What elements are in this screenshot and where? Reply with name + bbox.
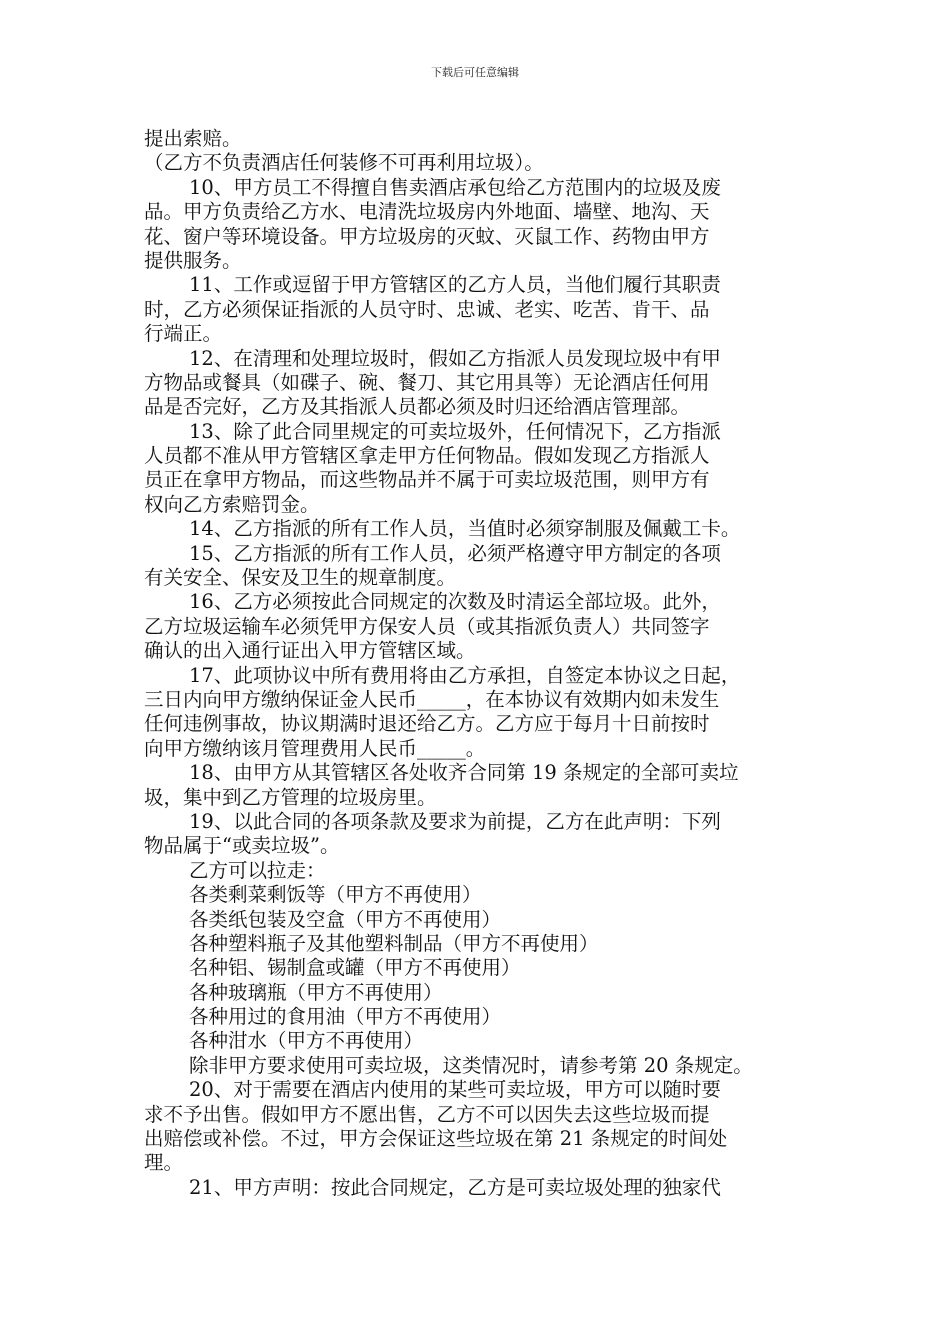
text-line: 20、对于需要在酒店内使用的某些可卖垃圾，甲方可以随时要	[189, 1078, 721, 1102]
text-line: 18、由甲方从其管辖区各处收齐合同第 19 条规定的全部可卖垃	[189, 761, 739, 785]
text-line: 除非甲方要求使用可卖垃圾，这类情况时，请参考第 20 条规定。	[189, 1053, 753, 1077]
text-line: 19、以此合同的各项条款及要求为前提，乙方在此声明：下列	[189, 809, 721, 833]
text-line: 12、在清理和处理垃圾时，假如乙方指派人员发现垃圾中有甲	[189, 346, 721, 370]
text-line: 行端正。	[144, 322, 223, 346]
text-line: 员正在拿甲方物品，而这些物品并不属于可卖垃圾范围，则甲方有	[144, 468, 710, 492]
text-line: 16、乙方必须按此合同规定的次数及时清运全部垃圾。此外，	[189, 590, 721, 614]
page-header: 下载后可任意编辑	[431, 66, 519, 79]
text-line: 权向乙方索赔罚金。	[144, 492, 320, 516]
text-line: 确认的出入通行证出入甲方管辖区域。	[144, 639, 476, 663]
text-line: 提出索赔。	[144, 127, 242, 150]
text-line: 三日内向甲方缴纳保证金人民币_____，在本协议有效期内如未发生	[144, 687, 720, 711]
text-line: 任何违例事故，协议期满时退还给乙方。乙方应于每月十日前按时	[144, 712, 710, 736]
text-line: 17、此项协议中所有费用将由乙方承担，自签定本协议之日起，	[189, 663, 741, 687]
text-line: 10、甲方员工不得擅自售卖酒店承包给乙方范围内的垃圾及废	[189, 175, 721, 199]
text-line: 圾，集中到乙方管理的垃圾房里。	[144, 785, 437, 809]
text-line: 人员都不准从甲方管辖区拿走甲方任何物品。假如发现乙方指派人	[144, 444, 710, 468]
text-line: 名种铝、锡制盒或罐（甲方不再使用）	[189, 956, 521, 980]
text-line: 14、乙方指派的所有工作人员，当值时必须穿制服及佩戴工卡。	[189, 517, 741, 541]
text-line: 乙方可以拉走：	[189, 858, 326, 882]
text-line: 各类剩菜剩饭等（甲方不再使用）	[189, 883, 482, 907]
text-line: 各种用过的食用油（甲方不再使用）	[189, 1005, 502, 1029]
text-line: 时，乙方必须保证指派的人员守时、忠诚、老实、吃苦、肯干、品	[144, 297, 710, 321]
text-line: 出赔偿或补偿。不过，甲方会保证这些垃圾在第 21 条规定的时间处	[144, 1127, 728, 1151]
text-line: 提供服务。	[144, 248, 242, 272]
text-line: 品。甲方负责给乙方水、电清洗垃圾房内外地面、墙壁、地沟、天	[144, 200, 710, 224]
text-line: 物品属于“或卖垃圾”。	[144, 834, 340, 858]
text-line: 13、除了此合同里规定的可卖垃圾外，任何情况下，乙方指派	[189, 419, 721, 443]
text-line: 各种泔水（甲方不再使用）	[189, 1029, 424, 1053]
text-line: 有关安全、保安及卫生的规章制度。	[144, 566, 457, 590]
text-line: 方物品或餐具（如碟子、碗、餐刀、其它用具等）无论酒店任何用	[144, 370, 710, 394]
text-line: 各种玻璃瓶（甲方不再使用）	[189, 980, 443, 1004]
text-line: 求不予出售。假如甲方不愿出售，乙方不可以因失去这些垃圾而提	[144, 1102, 710, 1126]
text-line: 品是否完好，乙方及其指派人员都必须及时归还给酒店管理部。	[144, 395, 691, 419]
text-line: （乙方不负责酒店任何装修不可再利用垃圾）。	[144, 151, 544, 175]
text-line: 各类纸包装及空盒（甲方不再使用）	[189, 907, 502, 931]
text-line: 向甲方缴纳该月管理费用人民币_____。	[144, 736, 486, 760]
text-line: 11、工作或逗留于甲方管辖区的乙方人员，当他们履行其职责	[189, 273, 721, 297]
text-line: 理。	[144, 1151, 184, 1175]
text-line: 乙方垃圾运输车必须凭甲方保安人员（或其指派负责人）共同签字	[144, 614, 710, 638]
text-line: 各种塑料瓶子及其他塑料制品（甲方不再使用）	[189, 931, 599, 955]
text-line: 21、甲方声明：按此合同规定，乙方是可卖垃圾处理的独家代	[189, 1175, 721, 1199]
document-body	[144, 127, 816, 1200]
text-line: 15、乙方指派的所有工作人员，必须严格遵守甲方制定的各项	[189, 541, 721, 565]
text-line: 花、窗户等环境设备。甲方垃圾房的灭蚊、灭鼠工作、药物由甲方	[144, 224, 710, 248]
